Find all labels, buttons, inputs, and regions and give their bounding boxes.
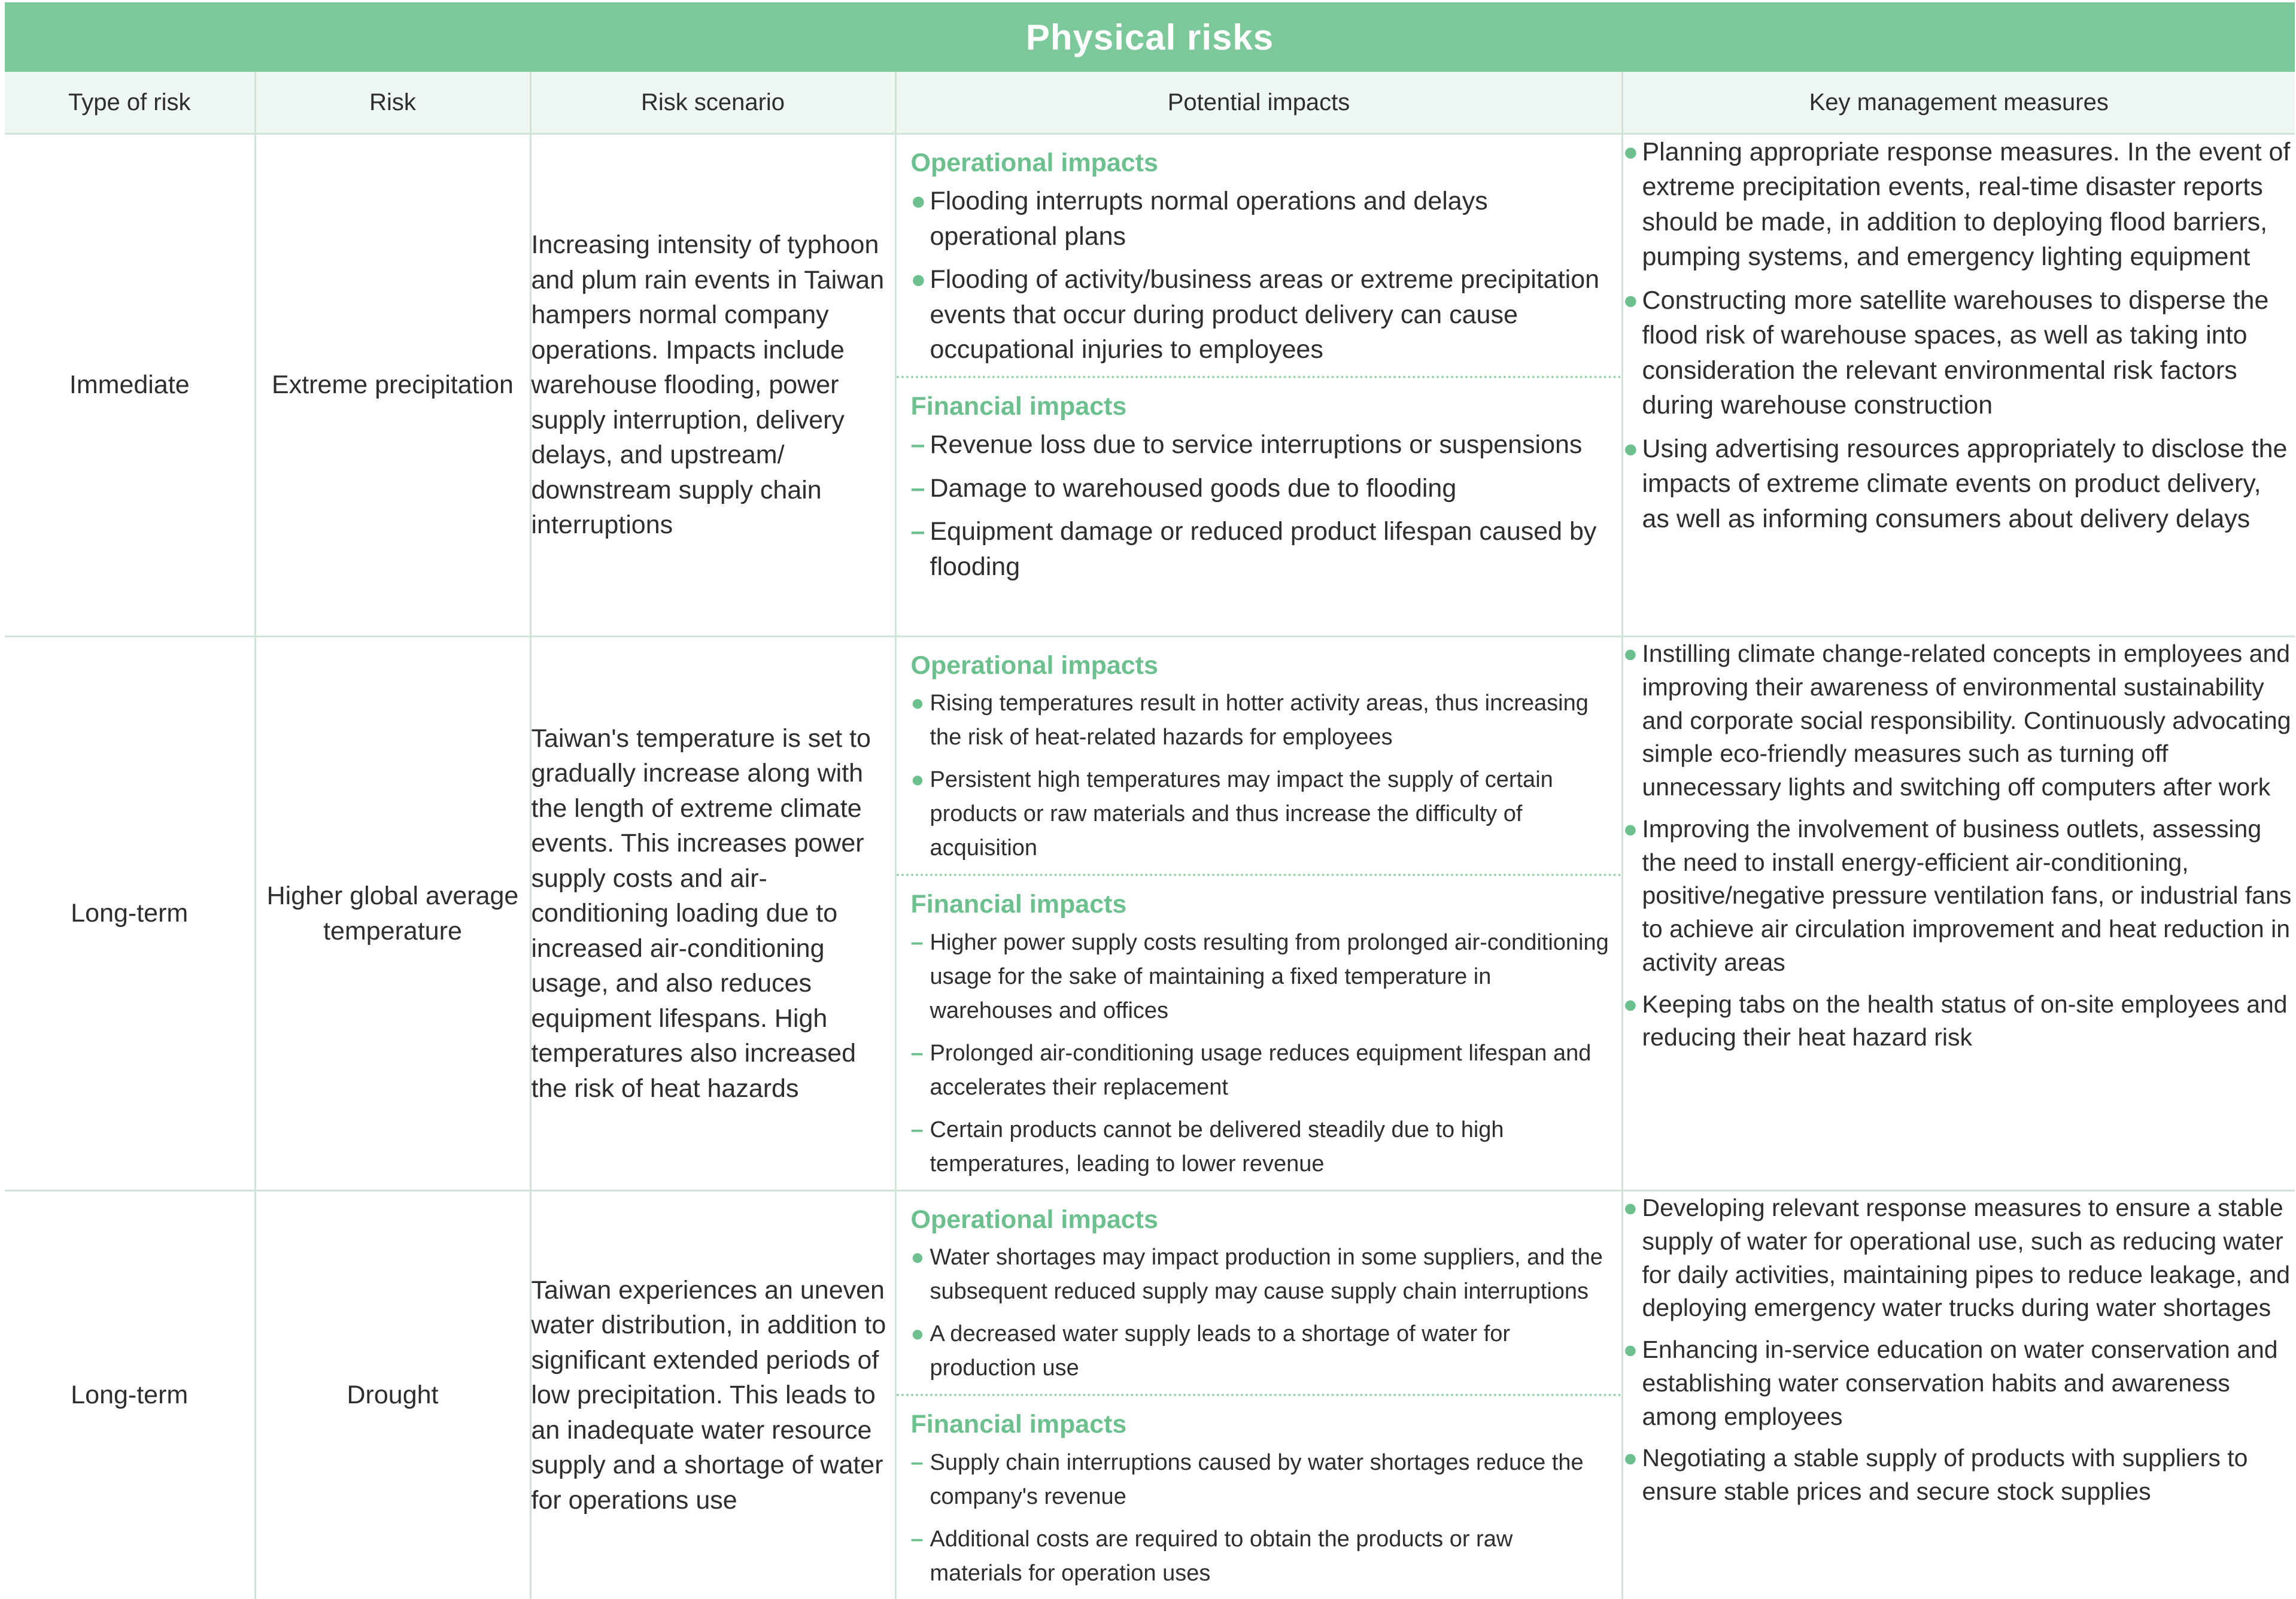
header-row [5,72,2295,134]
list-item [911,1241,1611,1309]
impact-text: Flooding interrupts normal operations and delays operational plans [930,187,1488,251]
header-type-of-risk: Type of risk [5,72,255,134]
list-item [911,184,1611,254]
impact-text: Flooding of activity/business areas or extreme precipitation events that occur during product delivery can cause occupational injuries to employees [930,265,1600,364]
potential-impacts-cell [895,134,1622,637]
impact-text: Water shortages may impact production in some suppliers, and the subsequent reduced supply may cause supply chain interruptions [930,1245,1603,1305]
list-item [911,514,1611,584]
bullet-dash-icon: – [910,517,925,546]
impact-text: Prolonged air-conditioning usage reduces equipment lifespan and accelerates their replacement [930,1040,1592,1100]
impact-text: Additional costs are required to obtain the products or raw materials for operation uses [930,1526,1513,1586]
type-of-risk-cell: Long-term [5,1191,255,1599]
list-item [911,1036,1611,1105]
bullet-dot-icon: ● [1623,1336,1638,1363]
risk-cell: Higher global average temperature [255,637,530,1191]
list-item [911,1522,1611,1591]
financial-impacts-title: Financial impacts [910,391,1127,421]
bullet-dot-icon: ● [910,265,927,294]
risk-cell: Drought [255,1191,530,1599]
impact-text: A decreased water supply leads to a shortage of water for production use [930,1321,1511,1381]
bullet-dash-icon: – [910,1526,924,1552]
measure-text: Enhancing in-service education on water conservation and establishing water conservation habits and awareness among employees [1642,1336,2278,1430]
bullet-dot-icon: ● [910,691,925,716]
type-of-risk-cell: Long-term [5,637,255,1191]
bullet-dot-icon: ● [910,187,927,216]
bullet-dot-icon: ● [1623,434,1639,463]
financial-impacts-block [897,378,1621,592]
bullet-dot-icon: ● [1623,640,1638,667]
list-item [911,262,1611,367]
type-of-risk-cell: Immediate [5,134,255,637]
measure-text: Negotiating a stable supply of products with suppliers to ensure stable prices and secure stock supplies [1642,1444,2248,1505]
table-title: Physical risks [5,2,2295,72]
measure-text: Instilling climate change-related concepts in employees and improving their awareness of environmental sustainability and corporate social responsibility. Continuously advocating simple eco-friendly measures such as turning off unnecessary lights and switching off computers after work [1642,640,2291,801]
impact-text: Persistent high temperatures may impact the supply of certain products or raw materials and thus increase the difficulty of acquisition [930,767,1553,861]
operational-impacts-title: Operational impacts [910,1205,1158,1234]
key-management-measures-cell [1622,134,2295,637]
risk-scenario-cell: Taiwan experiences an uneven water distribution, in addition to significant extended periods of low precipitation. This leads to an inadequate water resource supply and a shortage of water for operations use [530,1191,895,1599]
impact-text: Rising temperatures result in hotter activity areas, thus increasing the risk of heat-related hazards for employees [930,691,1589,750]
list-item [1623,283,2295,423]
bullet-dash-icon: – [910,1117,924,1142]
impact-text: Damage to warehoused goods due to flooding [930,473,1457,503]
list-item [911,763,1611,865]
bullet-dash-icon: – [910,1449,924,1475]
table-row [5,134,2295,637]
risk-scenario-cell: Taiwan's temperature is set to gradually increase along with the length of extreme climate events. This increases power supply costs and air-conditioning loading due to increased air-conditioning usage, and also reduces equipment lifespans. High temperatures also increased the risk of heat hazards [530,637,895,1191]
impact-text: Higher power supply costs resulting from prolonged air-conditioning usage for the sake of maintaining a fixed temperature in warehouses and offices [930,929,1609,1023]
impact-text: Equipment damage or reduced product lifespan caused by flooding [930,517,1597,581]
list-item [911,1317,1611,1385]
financial-impacts-title: Financial impacts [910,890,1127,919]
list-item [911,471,1611,506]
physical-risks-table [5,72,2295,1599]
list-item [1623,988,2295,1055]
operational-impacts-block [897,1191,1621,1396]
table-row [5,637,2295,1191]
list-item [911,427,1611,462]
operational-impacts-title: Operational impacts [910,148,1158,177]
potential-impacts-cell [895,637,1622,1191]
financial-impacts-block [897,1396,1621,1598]
bullet-dash-icon: – [910,929,924,955]
bullet-dot-icon: ● [910,1245,925,1270]
risk-cell: Extreme precipitation [255,134,530,637]
operational-impacts-block [897,637,1621,876]
list-item [911,1113,1611,1181]
list-item [911,686,1611,755]
list-item [1623,431,2295,536]
header-risk: Risk [255,72,530,134]
bullet-dot-icon: ● [910,767,925,793]
bullet-dot-icon: ● [1623,990,1638,1018]
impact-text: Certain products cannot be delivered steadily due to high temperatures, leading to lower revenue [930,1117,1504,1177]
bullet-dot-icon: ● [1623,285,1639,315]
bullet-dot-icon: ● [910,1321,925,1347]
impact-text: Supply chain interruptions caused by water shortages reduce the company's revenue [930,1449,1584,1509]
measure-text: Using advertising resources appropriately to disclose the impacts of extreme climate events on product delivery, as well as informing consumers about delivery delays [1642,434,2288,533]
potential-impacts-cell [895,1191,1622,1599]
impact-text: Revenue loss due to service interruptions or suspensions [930,430,1583,460]
bullet-dash-icon: – [910,430,925,460]
bullet-dash-icon: – [910,1040,924,1066]
list-item [911,926,1611,1028]
list-item [1623,813,2295,980]
list-item [1623,1333,2295,1433]
bullet-dash-icon: – [910,473,925,503]
financial-impacts-title: Financial impacts [910,1410,1127,1439]
bullet-dot-icon: ● [1623,138,1639,166]
risk-scenario-cell: Increasing intensity of typhoon and plum rain events in Taiwan hampers normal company operations. Impacts include warehouse flooding, power supply interruption, delivery delays, and upstream/ downstream supply chain interruptions [530,134,895,637]
measure-text: Planning appropriate response measures. In the event of extreme precipitation events, real-time disaster reports should be made, in addition to deploying flood barriers, pumping systems, and emergency lighting equipment [1642,138,2291,272]
header-potential-impacts: Potential impacts [895,72,1622,134]
list-item [1623,135,2295,275]
header-key-management-measures: Key management measures [1622,72,2295,134]
bullet-dot-icon: ● [1623,1444,1638,1472]
list-item [1623,637,2295,804]
list-item [1623,1442,2295,1509]
measure-text: Constructing more satellite warehouses to disperse the flood risk of warehouse spaces, as well as taking into consideration the relevant environmental risk factors during warehouse construction [1642,285,2269,420]
bullet-dot-icon: ● [1623,814,1638,843]
header-risk-scenario: Risk scenario [530,72,895,134]
bullet-dot-icon: ● [1623,1194,1638,1221]
operational-impacts-block [897,135,1621,378]
measure-text: Keeping tabs on the health status of on-site employees and reducing their heat hazard risk [1642,990,2288,1051]
table-row [5,1191,2295,1599]
key-management-measures-cell [1622,1191,2295,1599]
measure-text: Improving the involvement of business outlets, assessing the need to install energy-efficient air-conditioning, positive/negative pressure ventilation fans, or industrial fans to achieve air circulation improvement and heat reduction in activity areas [1642,814,2292,976]
financial-impacts-block [897,876,1621,1189]
measure-text: Developing relevant response measures to ensure a stable supply of water for operational use, such as reducing water for daily activities, maintaining pipes to reduce leakage, and deploying emergency water trucks during water shortages [1642,1194,2291,1322]
operational-impacts-title: Operational impacts [910,651,1158,680]
key-management-measures-cell [1622,637,2295,1191]
list-item [911,1446,1611,1514]
list-item [1623,1191,2295,1325]
